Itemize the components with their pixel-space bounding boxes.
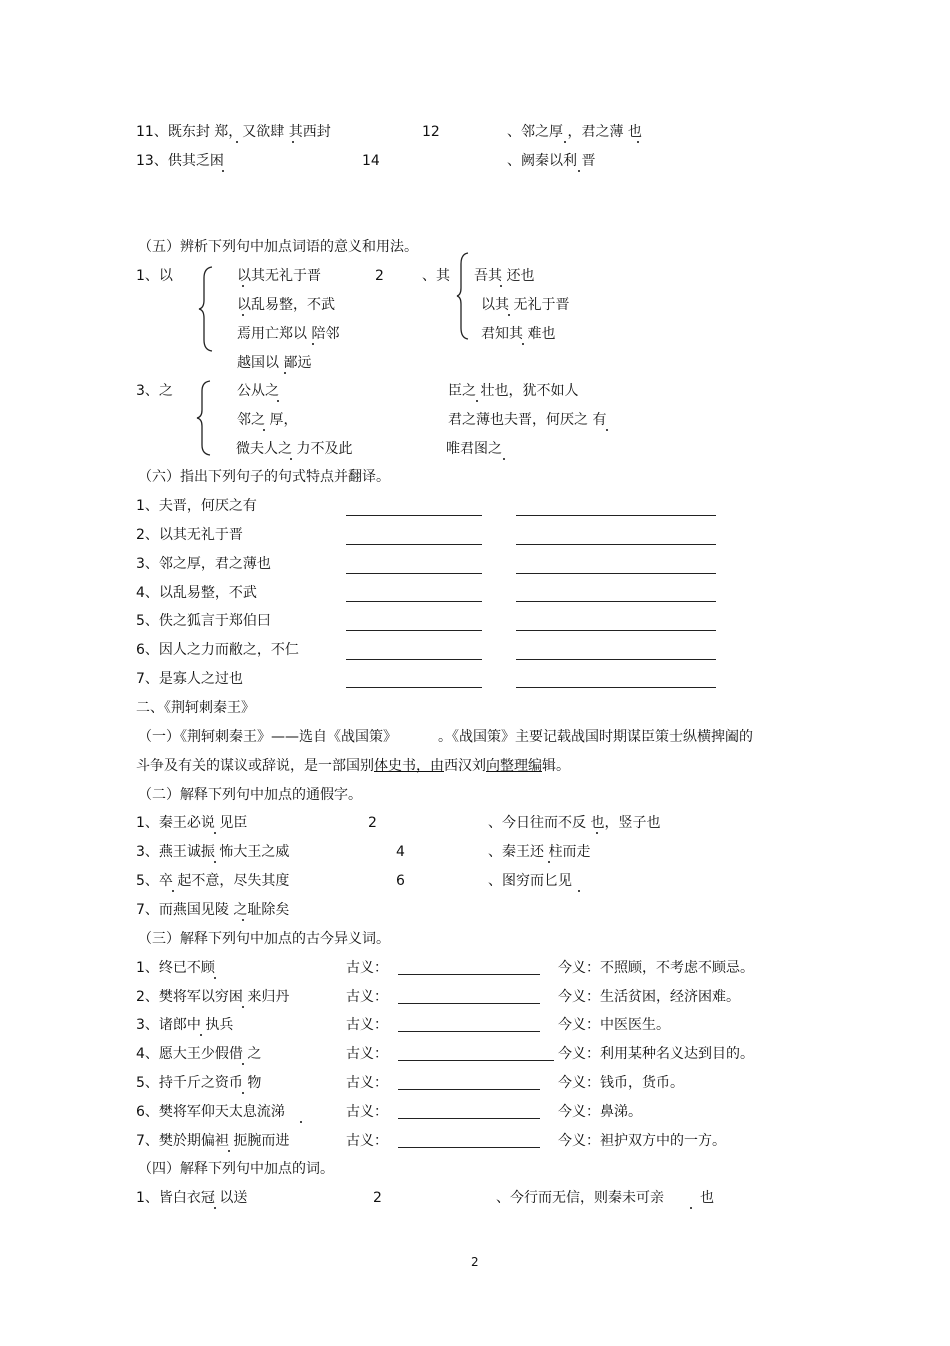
- jin-yi: 今义：利用某种名义达到目的。: [558, 1046, 754, 1062]
- emphasis-dot: [242, 285, 244, 287]
- group-3-right-item: 唯君图之: [446, 441, 502, 457]
- answer-blank[interactable]: [398, 1003, 540, 1004]
- intro-line-1a: （一）《荆轲刺秦王》——选自《战国策》: [138, 729, 397, 745]
- sentence-item: 6、因人之力而敝之，不仁: [136, 642, 299, 658]
- emphasis-dot: [522, 343, 524, 345]
- left-brace-icon: [456, 252, 470, 340]
- emphasis-dot: [290, 458, 292, 460]
- emphasis-dot: [263, 429, 265, 431]
- section-5-heading: （五）辨析下列句中加点词语的意义和用法。: [138, 239, 418, 255]
- jieshi-heading: （四）解释下列句中加点的词。: [138, 1161, 334, 1177]
- emphasis-dot: [228, 1150, 230, 1152]
- emphasis-dot: [242, 919, 244, 921]
- intro-line-2: [136, 756, 570, 776]
- tongjia-item: 7、而燕国见陵 之耻除矣: [136, 902, 290, 918]
- group-3-left-item: 邻之 厚，: [237, 412, 298, 428]
- jin-yi: 今义：中医医生。: [558, 1017, 670, 1033]
- emphasis-dot: [300, 1121, 302, 1123]
- sentence-item: 7、是寡人之过也: [136, 671, 243, 687]
- tongjia-item: 5、卒 起不意，尽失其度: [136, 873, 290, 889]
- item-12-number: 12: [422, 124, 440, 140]
- answer-blank[interactable]: [398, 1031, 540, 1032]
- tongjia-heading: （二）解释下列句中加点的通假字。: [138, 787, 362, 803]
- emphasis-dot: [292, 141, 294, 143]
- emphasis-dot: [172, 890, 174, 892]
- page-number: 2: [471, 1255, 479, 1269]
- item-11: 11、既东封 郑，又欲肆 其西封: [136, 124, 331, 140]
- group-2-item: 吾其 还也: [474, 268, 535, 284]
- emphasis-dot: [242, 1092, 244, 1094]
- emphasis-dot: [312, 343, 314, 345]
- gu-yi-label: 古义：: [346, 989, 388, 1005]
- emphasis-dot: [508, 314, 510, 316]
- answer-blank[interactable]: [516, 659, 716, 660]
- guwen-item: 6、樊将军仰天太息流涕: [136, 1104, 285, 1120]
- group-2-number: 2: [375, 268, 384, 284]
- emphasis-dot: [503, 458, 505, 460]
- part-2-title: 二、《荆轲刺秦王》: [136, 700, 255, 716]
- sentence-item: 4、以乱易整，不武: [136, 585, 257, 601]
- emphasis-dot: [637, 141, 639, 143]
- emphasis-dot: [236, 141, 238, 143]
- emphasis-dot: [242, 1063, 244, 1065]
- emphasis-dot: [277, 400, 279, 402]
- group-1-item: 越国以 鄙远: [237, 355, 312, 371]
- intro-text: 西汉刘: [444, 758, 486, 774]
- emphasis-dot: [548, 861, 550, 863]
- answer-blank[interactable]: [516, 687, 716, 688]
- gu-yi-label: 古义：: [346, 1104, 388, 1120]
- emphasis-dot: [214, 832, 216, 834]
- tongjia-item-number: 4: [396, 844, 405, 860]
- answer-blank[interactable]: [516, 573, 716, 574]
- jieshi-item-end: 也: [700, 1190, 714, 1206]
- guwen-item: 2、樊将军以穷困 来归丹: [136, 989, 290, 1005]
- guwen-item: 3、诸郎中 执兵: [136, 1017, 234, 1033]
- emphasis-dot: [284, 372, 286, 374]
- answer-blank[interactable]: [516, 630, 716, 631]
- answer-blank[interactable]: [346, 544, 482, 545]
- answer-blank[interactable]: [346, 573, 482, 574]
- gu-yi-label: 古义：: [346, 1046, 388, 1062]
- item-14: 、阙秦以利 晋: [507, 153, 596, 169]
- emphasis-dot: [500, 285, 502, 287]
- intro-underlined: 向整理编: [486, 758, 542, 774]
- intro-underlined: 体史书，由: [374, 758, 444, 774]
- gu-yi-label: 古义：: [346, 1133, 388, 1149]
- answer-blank[interactable]: [516, 544, 716, 545]
- group-2-item: 以其 无礼于晋: [481, 297, 570, 313]
- jieshi-item: 、今行而无信，则秦未可亲: [496, 1190, 664, 1206]
- tongjia-item: 3、燕王诚振 怖大王之威: [136, 844, 290, 860]
- answer-blank[interactable]: [346, 630, 482, 631]
- group-1-item: 焉用亡郑以 陪邻: [237, 326, 340, 342]
- answer-blank[interactable]: [398, 1060, 554, 1061]
- answer-blank[interactable]: [346, 687, 482, 688]
- answer-blank[interactable]: [516, 601, 716, 602]
- answer-blank[interactable]: [398, 974, 540, 975]
- tongjia-item-number: 6: [396, 873, 405, 889]
- jieshi-item: 1、皆白衣冠 以送: [136, 1190, 248, 1206]
- group-3-left-item: 微夫人之 力不及此: [236, 441, 353, 457]
- tongjia-item: 、图穷而匕见: [488, 873, 572, 889]
- left-brace-icon: [196, 380, 212, 456]
- guwen-heading: （三）解释下列句中加点的古今异义词。: [138, 931, 390, 947]
- group-1-label: 1、以: [136, 268, 173, 284]
- emphasis-dot: [214, 861, 216, 863]
- tongjia-item: 、秦王还 柱而走: [488, 844, 591, 860]
- gu-yi-label: 古义：: [346, 1017, 388, 1033]
- jin-yi: 今义：袒护双方中的一方。: [558, 1133, 726, 1149]
- guwen-item: 4、愿大王少假借 之: [136, 1046, 262, 1062]
- answer-blank[interactable]: [398, 1147, 540, 1148]
- answer-blank[interactable]: [398, 1089, 540, 1090]
- section-6-heading: （六）指出下列句子的句式特点并翻译。: [138, 469, 390, 485]
- sentence-item: 1、夫晋，何厌之有: [136, 498, 257, 514]
- jin-yi: 今义：不照顾，不考虑不顾忌。: [558, 960, 754, 976]
- answer-blank[interactable]: [516, 515, 716, 516]
- group-1-item: 以乱易整，不武: [237, 297, 335, 313]
- emphasis-dot: [578, 890, 580, 892]
- gu-yi-label: 古义：: [346, 1075, 388, 1091]
- answer-blank[interactable]: [398, 1118, 540, 1119]
- sentence-item: 5、佚之狐言于郑伯曰: [136, 613, 271, 629]
- group-2-label: 、其: [422, 268, 450, 284]
- emphasis-dot: [242, 314, 244, 316]
- emphasis-dot: [596, 832, 598, 834]
- group-1-item: 以其无礼于晋: [237, 268, 321, 284]
- answer-blank[interactable]: [346, 601, 482, 602]
- emphasis-dot: [578, 170, 580, 172]
- intro-line-1b: 。《战国策》主要记载战国时期谋臣策士纵横捭阖的: [438, 729, 753, 745]
- tongjia-item: 、今日往而不反 也，竖子也: [488, 815, 661, 831]
- jin-yi: 今义：鼻涕。: [558, 1104, 642, 1120]
- item-12: 、邻之厚 ，君之薄 也: [507, 124, 642, 140]
- jin-yi: 今义：钱币，货币。: [558, 1075, 684, 1091]
- emphasis-dot: [242, 1006, 244, 1008]
- group-3-label: 3、之: [136, 383, 173, 399]
- emphasis-dot: [214, 1207, 216, 1209]
- emphasis-dot: [214, 977, 216, 979]
- emphasis-dot: [564, 141, 566, 143]
- intro-text: 辑。: [542, 758, 570, 774]
- emphasis-dot: [606, 429, 608, 431]
- guwen-item: 7、樊於期偏袒 扼腕而进: [136, 1133, 290, 1149]
- guwen-item: 1、终已不顾: [136, 960, 215, 976]
- item-14-number: 14: [362, 153, 380, 169]
- tongjia-item: 1、秦王必说 见臣: [136, 815, 248, 831]
- group-3-right-item: 君之薄也夫晋，何厌之 有: [448, 412, 607, 428]
- emphasis-dot: [222, 170, 224, 172]
- answer-blank[interactable]: [346, 515, 482, 516]
- emphasis-dot: [200, 1034, 202, 1036]
- jin-yi: 今义：生活贫困，经济困难。: [558, 989, 740, 1005]
- guwen-item: 5、持千斤之资币 物: [136, 1075, 262, 1091]
- group-2-item: 君知其 难也: [481, 326, 556, 342]
- sentence-item: 3、邻之厚，君之薄也: [136, 556, 271, 572]
- emphasis-dot: [476, 400, 478, 402]
- jieshi-item-number: 2: [373, 1190, 382, 1206]
- group-3-right-item: 臣之 壮也，犹不如人: [448, 383, 579, 399]
- gu-yi-label: 古义：: [346, 960, 388, 976]
- item-13: 13、供其乏困: [136, 153, 224, 169]
- left-brace-icon: [198, 266, 214, 352]
- sentence-item: 2、以其无礼于晋: [136, 527, 243, 543]
- intro-text: 斗争及有关的谋议或辞说，是一部国别: [136, 758, 374, 774]
- tongjia-item-number: 2: [368, 815, 377, 831]
- emphasis-dot: [690, 1207, 692, 1209]
- group-3-left-item: 公从之: [237, 383, 279, 399]
- answer-blank[interactable]: [346, 659, 482, 660]
